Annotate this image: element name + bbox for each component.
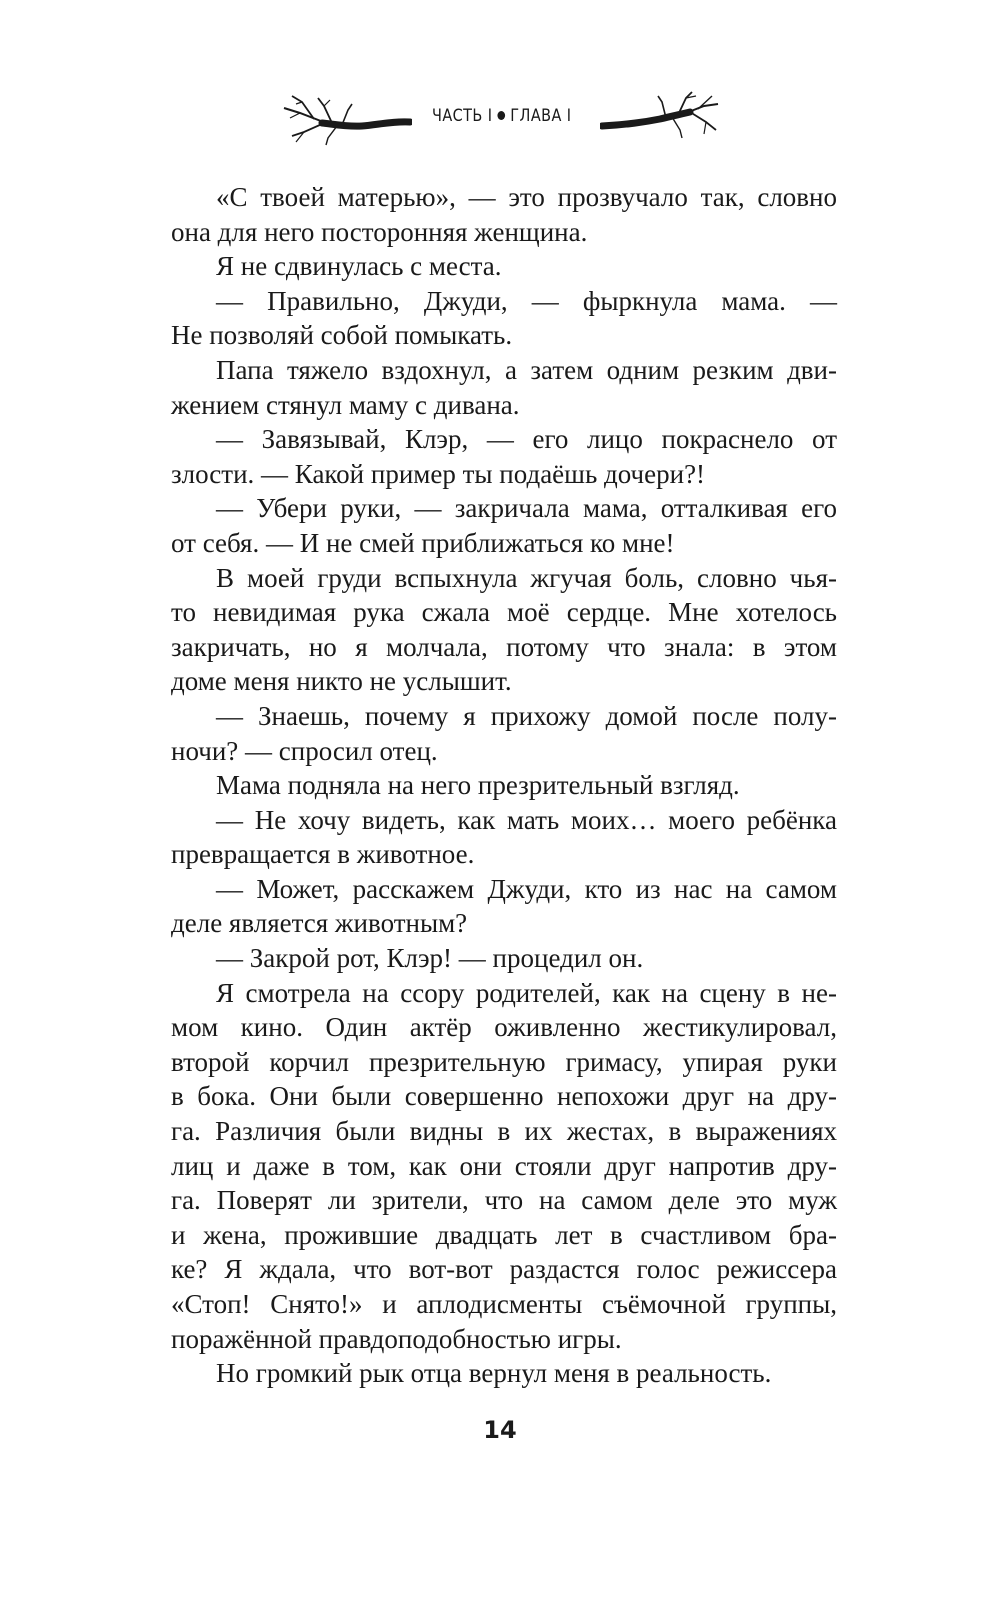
text-line: поражённой правдоподобностью игры. [171, 1323, 622, 1354]
text-line: — Закрой рот, Клэр! — процедил он. [216, 943, 644, 974]
tree-branch-icon [600, 88, 720, 148]
text-line: Я не сдвинулась с места. [216, 251, 502, 282]
separator-dot-icon [498, 111, 506, 120]
body-text [171, 180, 837, 1391]
text-line: — Может, расскажем Джуди, кто из нас на самом [216, 873, 837, 904]
text-line: «С твоей матерью», — это прозвучало так, словно [216, 182, 837, 212]
text-line: Я смотрела на ссору родителей, как на сцену в не- [216, 977, 837, 1008]
running-head [0, 88, 1000, 148]
text-line: ке? Я ждала, что вот-вот раздастся голос режиссера [171, 1254, 837, 1285]
text-line: она для него посторонняя женщина. [171, 216, 588, 247]
chapter-label: ГЛАВА I [510, 106, 572, 126]
text-line: мом кино. Один актёр оживленно жестикулировал, [171, 1012, 837, 1043]
text-line: лиц и даже в том, как они стояли друг напротив дру- [171, 1150, 837, 1181]
text-line: Не позволяй собой помыкать. [171, 320, 513, 351]
text-line: га. Поверят ли зрители, что на самом деле это муж [171, 1185, 837, 1216]
text-line: — Знаешь, почему я прихожу домой после полу- [216, 700, 837, 731]
text-line: ночи? — спросил отец. [171, 735, 438, 766]
tree-branch-icon [282, 88, 412, 148]
running-head-text [432, 106, 572, 126]
part-label: ЧАСТЬ I [432, 106, 493, 126]
text-line: га. Различия были видны в их жестах, в выражениях [171, 1116, 837, 1147]
text-line: то невидимая рука сжала моё сердце. Мне хотелось [171, 597, 837, 628]
text-line: в бока. Они были совершенно непохожи друг на дру- [171, 1081, 837, 1112]
text-line: Но громкий рык отца вернул меня в реальность. [216, 1358, 772, 1389]
text-line: — Правильно, Джуди, — фыркнула мама. — [216, 285, 837, 316]
text-line: злости. — Какой пример ты подаёшь дочери?! [171, 458, 706, 489]
text-line: «Стоп! Снято!» и аплодисменты съёмочной группы, [171, 1289, 837, 1319]
text-line: второй корчил презрительную гримасу, упирая руки [171, 1046, 837, 1077]
text-line: превращается в животное. [171, 839, 475, 870]
text-line: — Убери руки, — закричала мама, отталкивая его [216, 493, 837, 524]
text-line: доме меня никто не услышит. [171, 666, 512, 697]
text-line: Папа тяжело вздохнул, а затем одним резким дви- [216, 354, 837, 385]
page-number: 14 [483, 1416, 517, 1444]
text-line: Мама подняла на него презрительный взгляд. [216, 770, 740, 801]
text-line: жением стянул маму с дивана. [171, 389, 520, 420]
text-line: — Не хочу видеть, как мать моих… моего ребёнка [216, 804, 837, 835]
text-line: В моей груди вспыхнула жгучая боль, словно чья- [216, 562, 837, 593]
text-line: деле является животным? [171, 908, 468, 939]
text-line: от себя. — И не смей приближаться ко мне! [171, 527, 675, 558]
text-line: и жена, прожившие двадцать лет в счастливом бра- [171, 1219, 837, 1250]
text-line: закричать, но я молчала, потому что знала: в этом [171, 631, 837, 662]
text-line: — Завязывай, Клэр, — его лицо покраснело от [216, 424, 837, 455]
